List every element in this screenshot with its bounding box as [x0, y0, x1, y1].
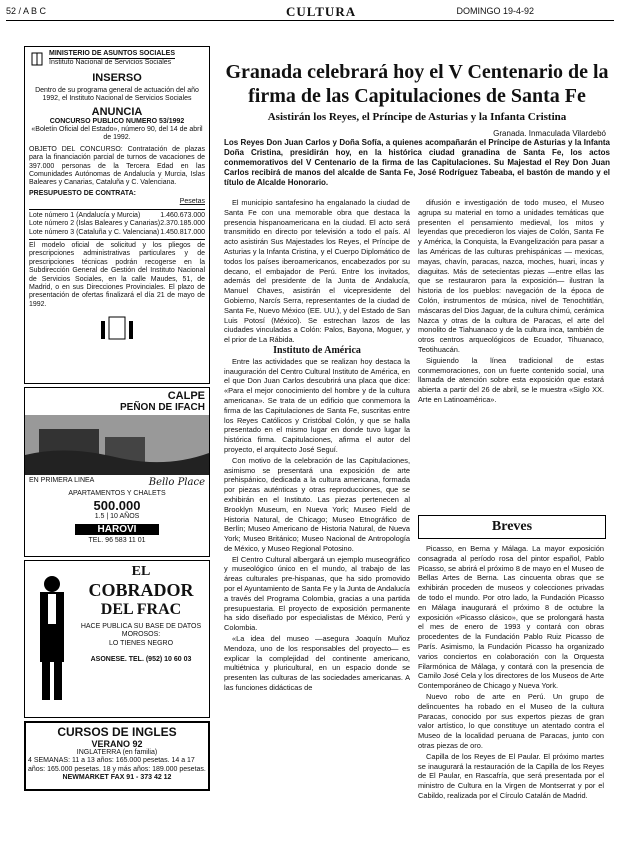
inserso-intro: Dentro de su programa general de actuación del año 1992, el Instituto Nacional de Servicios Sociales	[35, 86, 199, 103]
presupuesto-label: PRESUPUESTO DE CONTRATA:	[29, 189, 136, 197]
article-lead: Los Reyes Don Juan Carlos y Doña Sofía, a quienes acompañarán el Príncipe de Asturias y la Infanta Doña Cristina, presidirán hoy, en la histórica ciudad granadina de Santa Fe, los actos conmemorativos del V Centenario de la firma de las Capitulaciones. Su Majestad el Rey Don Juan Carlos recibirá de manos del alcalde de Santa Fe, José Rodríguez Tabeaba, el bastón de mando y el título de Alcalde Honorario.	[224, 138, 610, 187]
cursos-country: INGLATERRA (en familia)	[76, 749, 158, 756]
calpe-price: 500.000	[93, 498, 141, 514]
cursos-phone: NEWMARKET FAX 91 - 373 42 12	[62, 774, 172, 782]
calpe-promo: APARTAMENTOS Y CHALETS	[68, 490, 166, 497]
brief-item: Picasso, en Berna y Málaga. La mayor exposición consagrada al período rosa del pintor español, Pablo Picasso, se abrirá el próximo 8 de mayo en el Museo de Bellas Artes de Berna. Las cincuenta obras que se exhibirán proceden de museos y colecciones privadas de todo el mundo. Por otro lado, la Fundación Picasso en Málaga inaugurará el próximo 8 de octubre la exposición «Picasso clásico», que se prolongará hasta el mes de enero de 1993 y contará con obras procedentes de la Fundación Pablo Ruiz Picasso de París. Asimismo, la Fundación Picasso ha organizado varios conciertos en colaboración con la Orquesta Filarmónica de Málaga, y contará con la presencia de Camilo José Cela y los directores de los Museos de Arte Contemporáneo de Chicago y Nueva York.	[418, 544, 604, 691]
inserso-brand: INSERSO	[92, 71, 142, 84]
paragraph: Siguiendo la línea tradicional de estas conmemoraciones, con un fuerte contenido social, una llamada de atención sobre esta exposición que estará abierta a partir del 26 de abril, se le muestra «Siglo XX. Arte en Latinoamérica».	[418, 355, 604, 404]
divider	[29, 209, 205, 210]
ads-column	[24, 46, 210, 794]
bello-place-logo: Bello Place	[148, 477, 205, 488]
cobrador-tagline: HACE PUBLICA SU BASE DE DATOS	[80, 623, 202, 630]
cursos-title: CURSOS DE INGLES	[57, 725, 177, 739]
building-photo	[25, 415, 209, 475]
tuxedo-figure	[28, 564, 76, 704]
cobrador-frac: DEL FRAC	[100, 601, 182, 618]
paragraph: El municipio santafesino ha engalanado la ciudad de Santa Fe con una memorable obra que destaca la presencia hispanoamericana en la ciudad. El acto será transmitido en directo por televisión a todo el país. Al acto asistirán Sus Majestades los Reyes, el Príncipe de Asturias y la Infanta Cristina, y el Cuerpo Diplomático de todos los países iberoamericanos, encabezados por su decano, el embajador de Perú. Entre los invitados, además del presidente de la Junta de Andalucía, Manuel Chaves, asistirán el vicepresidente del Gobierno, Narcís Serra, representantes de la ciudad de Santa Fe, Nuevo México (EE. UU.), y del Estado de San Luis Potosí (México). Se estrechan lazos de las ciudades vinculadas a Colón: Palos, Bayona, Moguer, y el prior de La Rábida.	[224, 198, 410, 345]
cursos-sub: VERANO 92	[91, 739, 143, 749]
calpe-stamp: EN PRIMERA LINEA	[29, 477, 95, 484]
article-column-1	[224, 198, 410, 838]
objeto-text: OBJETO DEL CONCURSO: Contratación de plazas para la financiación parcial de turnos de vacaciones de 397.000 personas de la Tercera Edad en las Comunidades Autónomas de Andalucía y Murcia, Islas Baleares y Canarias, Cataluña y C. Valenciana.	[29, 145, 205, 187]
issue-date: DOMINGO 19-4-92	[456, 6, 534, 16]
page-header	[6, 4, 614, 18]
paragraph: Con motivo de la celebración de las Capitulaciones, asimismo se presentará una exposición de arte prehispánico, dedicada a la cultura americana, formada por piezas auténticas y otras reproducciones, que se exhibirán en el Instituto. Las piezas pertenecen al Brooklyn Museum, en Nueva York; Museo Field de Historia Natural, de Chicago; Museo Etnográfico de Berlín; Museo Americano de Historia Natural, de Nueva York; Museo Británico; Museo Nacional de Antropología de México, y Museo Regional Potosino.	[224, 455, 410, 553]
pesetas-label: Pesetas	[179, 198, 205, 206]
calpe-subtitle: PEÑON DE IFACH	[119, 402, 205, 413]
cobrador-list: MOROSOS:	[121, 631, 161, 639]
cobrador-el: EL	[131, 564, 151, 579]
inserso-closing: El modelo oficial de solicitud y los pliegos de prescripciones administrativas particulares y de prescripciones técnicas podrán recogerse en la Subdirección General de Gestión del Instituto Nacional de Servicios Sociales, en la calle Maudes, 51, de Madrid, o en sus Direcciones Provinciales. El plazo de presentación de ofertas finalizará el día 21 de mayo de 1992.	[29, 241, 205, 308]
subheading: Instituto de América	[273, 344, 361, 356]
calpe-phone: TEL. 96 583 11 01	[88, 536, 146, 544]
inserso-anuncia: ANUNCIA	[91, 105, 143, 118]
calpe-ad	[24, 387, 210, 557]
coat-of-arms-icon	[29, 51, 45, 67]
calpe-years: 1.5 | 10 AÑOS	[94, 513, 140, 521]
cursos-ad	[24, 721, 210, 791]
breves-heading: Breves	[418, 515, 606, 539]
lot-row: Lote número 2 (Islas Baleares y Canarias) 2.370.185.000	[29, 220, 205, 228]
ministry-name: MINISTERIO DE ASUNTOS SOCIALES	[49, 50, 175, 59]
page-number: 52 / A B C	[6, 6, 47, 16]
paragraph: «La idea del museo —asegura Joaquín Muñoz Mendoza, uno de los responsables del proyecto— es explicar la complejidad del continente americano, multiétnica y pluricultural, en un espacio donde se presenten las culturas de las sociedades americanas. A las funciones didácticas de	[224, 634, 410, 693]
cobrador-title: COBRADOR	[88, 580, 194, 600]
harovi-logo: HAROVI	[75, 524, 159, 535]
paragraph: El Centro Cultural albergará un ejemplo museográfico y museológico único en el mundo, al trabajo de las áreas culturales pre-hispanas, que ha sido promovido por el Ayuntamiento de Santa Fe y la Junta de Andalucía a través del Programa Colombia, gracias a una partida presupuestaria. El proyecto de exposición permanente ha sido diseñado por especialistas de México, Perú y Colombia.	[224, 554, 410, 633]
article-title: Granada celebrará hoy el V Centenario de la firma de las Capitulaciones de Santa Fe	[225, 61, 609, 107]
cobrador-phone: ASONESE. TEL. (952) 10 60 03	[90, 656, 192, 664]
calpe-title: CALPE	[167, 390, 205, 402]
cursos-details: 4 SEMANAS: 11 a 13 años: 165.000 pesetas. 14 a 17 años: 165.000 pesetas. 18 y más años: 189.000 pesetas.	[28, 757, 206, 773]
article-column-2	[418, 198, 604, 506]
concurso-number: CONCURSO PUBLICO NUMERO 53/1992	[49, 117, 185, 125]
inserso-ad	[24, 46, 210, 384]
breves-column	[418, 544, 604, 838]
header-rule	[6, 20, 614, 21]
section-title: CULTURA	[286, 4, 357, 19]
inserso-header	[29, 50, 205, 68]
paragraph: Entre las actividades que se realizan hoy destaca la inauguración del Centro Cultural Instituto de América, en el que Don Juan Carlos descubrirá una placa que dice: «Para el mejor conocimiento del hombre y de la cultura americana». Se trata de un edificio que conmemora la firma de las Capitulaciones de Santa Fe, suscritas entre los Reyes Católicos y Cristóbal Colón, y que se halla presentado en el mismo lugar en donde tuvo lugar la histórica firma. Capitulaciones, afirma el autor del proyecto, el arquitecto José Seguí.	[224, 356, 410, 454]
brief-item: Capilla de los Reyes de El Paular. El próximo martes se inaugurará la restauración de la Capilla de los Reyes de El Paular, en Rascafría, que será presentada por el ministro de Cultura en la Virgen de Montserrat y por el Cabildo, realizada por el Círculo Catalán de Madrid.	[418, 751, 604, 800]
article-subtitle: Asistirán los Reyes, el Príncipe de Asturias y la Infanta Cristina	[267, 111, 567, 123]
divider	[29, 239, 205, 240]
brief-item: Nuevo robo de arte en Perú. Un grupo de delincuentes ha robado en el Museo de la cultura Paracas, conocido por sus expertos piezas de gran valor artístico, lo que constituye un atentado contra el Museo de la localidad peruana de Paracas, junto con otras piezas de oro.	[418, 691, 604, 750]
cobrador-ad	[24, 560, 210, 718]
lot-row: Lote número 3 (Cataluña y C. Valenciana) 1.450.817.000	[29, 228, 205, 236]
institute-name: Instituto Nacional de Servicios Sociales	[49, 59, 172, 67]
boe-reference: «Boletín Oficial del Estado», número 90, del 14 de abril de 1992.	[31, 126, 203, 142]
cobrador-list2: LO TIENES NEGRO	[108, 639, 174, 647]
crest-icon	[97, 315, 137, 345]
byline: Granada. Inmaculada Vilardebó	[493, 129, 606, 138]
lot-row: Lote número 1 (Andalucía y Murcia) 1.460.673.000	[29, 211, 205, 219]
paragraph: difusión e investigación de todo museo, el Museo agrupa su material en torno a unidades temáticas que presenten el pensamiento medieval, los mitos y leyendas que precedieron los viajes de Colón, Santa Fe y América, la Conquista, la Evangelización para pasar a las Américas de las culturas prehispánicas — mexicas, mayas, chavín, paracas, nazca, moches, huari, incas y diaguitas. Más de setecientas piezas —entre ellas las que se restauraron para la exposición— ilustran la historia de los pueblos: navegación de la época de Colón, instrumentos de música, nivel de Tenochtitlán, máscaras del Dios Jaguar, de la cultura chimú, cerámica Nazca y otras de la cultura de Paracas, el arte del monolito de Tiahuanaco y de la cultura inca, también de otros centros arqueológicos de Ecuador, Tihuanaco, Teotihuacán.	[418, 198, 604, 354]
